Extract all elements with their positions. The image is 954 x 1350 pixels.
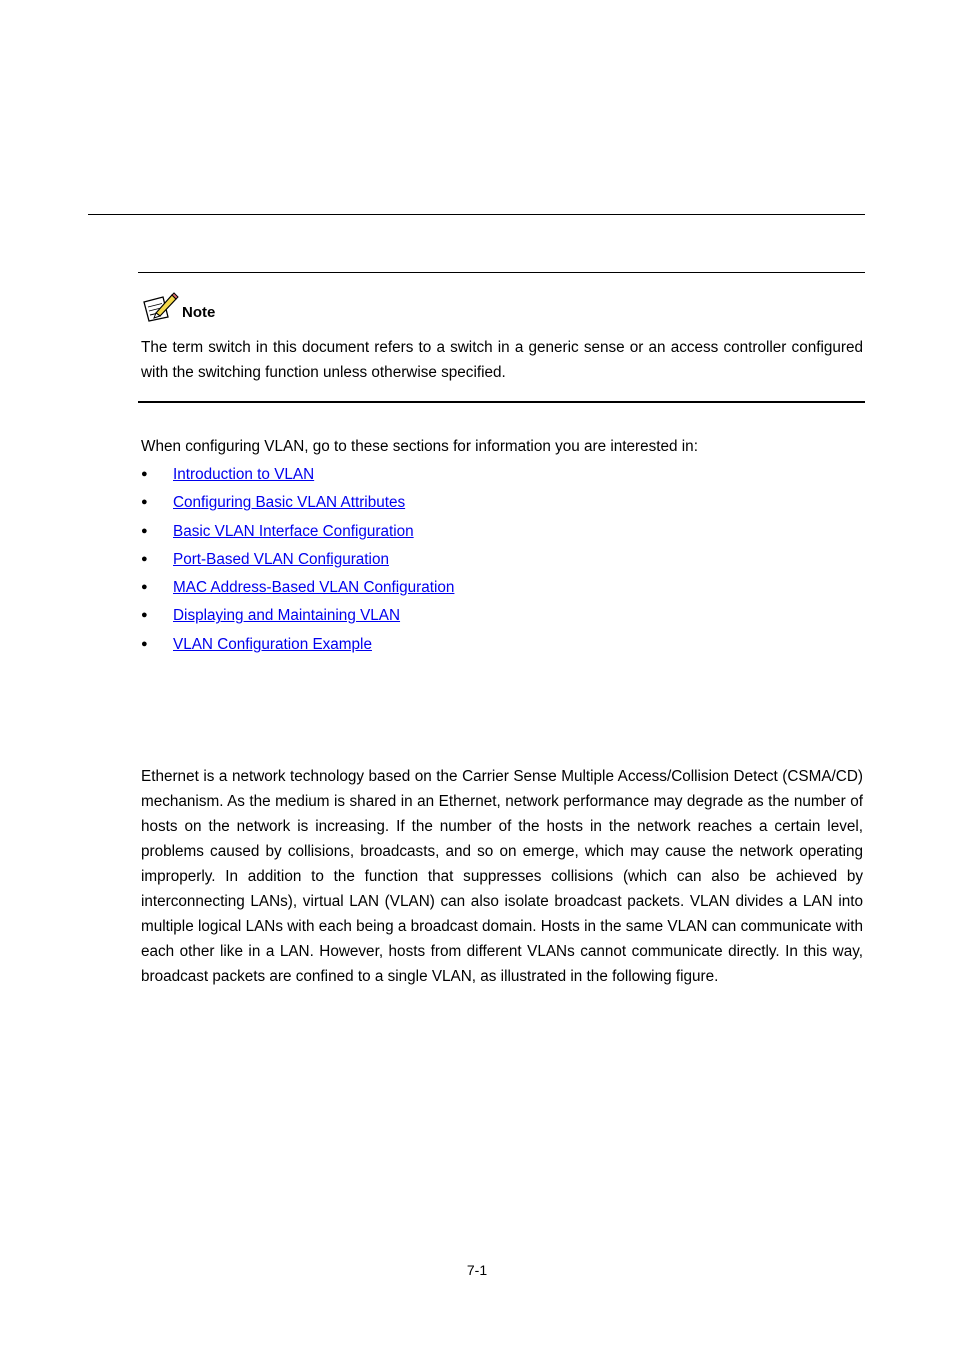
link-displaying-and-maintaining-vlan[interactable]: Displaying and Maintaining VLAN	[173, 607, 401, 625]
note-bottom-rule	[138, 401, 865, 403]
note-top-rule	[138, 272, 865, 273]
bullet: ●	[141, 637, 148, 650]
bullet: ●	[141, 524, 148, 537]
note-label: Note	[182, 304, 216, 321]
link-mac-address-based-vlan-configuration[interactable]: MAC Address-Based VLAN Configuration	[173, 579, 455, 597]
link-configuring-basic-vlan-attributes[interactable]: Configuring Basic VLAN Attributes	[173, 494, 406, 512]
bullet: ●	[141, 552, 148, 565]
link-vlan-configuration-example[interactable]: VLAN Configuration Example	[173, 635, 372, 653]
link-introduction-to-vlan[interactable]: Introduction to VLAN	[173, 466, 315, 483]
body-paragraph: Ethernet is a network technology based on the Carrier Sense Multiple Access/Collision Detect (CSMA/CD) mechanism. As the medium is shared in an Ethernet, network performance may degrade as the number of hosts on the network is increasing. If the number of the hosts in the network reaches a certain level, problems caused by collisions, broadcasts, and so on emerge, which may cause the network operating improperly. In addition to the function that suppresses collisions (which can also be achieved by interconnecting LANs), virtual LAN (VLAN) can also isolate broadcast packets. VLAN divides a LAN into multiple logical LANs with each being a broadcast domain. Hosts in the same VLAN can communicate with each other like in a LAN. However, hosts from different VLANs cannot communicate directly. In this way, broadcast packets are confined to a single VLAN, as illustrated in the following figure.	[141, 768, 863, 985]
link-port-based-vlan-configuration[interactable]: Port-Based VLAN Configuration	[173, 550, 389, 568]
link-basic-vlan-interface-configuration[interactable]: Basic VLAN Interface Configuration	[173, 522, 414, 540]
bullet: ●	[141, 468, 148, 480]
page-number: 7-1	[466, 1262, 488, 1278]
bullet: ●	[141, 496, 148, 509]
note-text: The term switch in this document refers to a switch in a generic sense or an access controller configured with the switching function unless otherwise specified.	[141, 339, 863, 381]
header-rule	[88, 214, 865, 215]
bullet: ●	[141, 609, 148, 622]
bullet: ●	[141, 581, 148, 594]
intro-paragraph: When configuring VLAN, go to these sections for information you are interested in:	[141, 438, 698, 455]
note-pencil-icon	[141, 290, 181, 324]
